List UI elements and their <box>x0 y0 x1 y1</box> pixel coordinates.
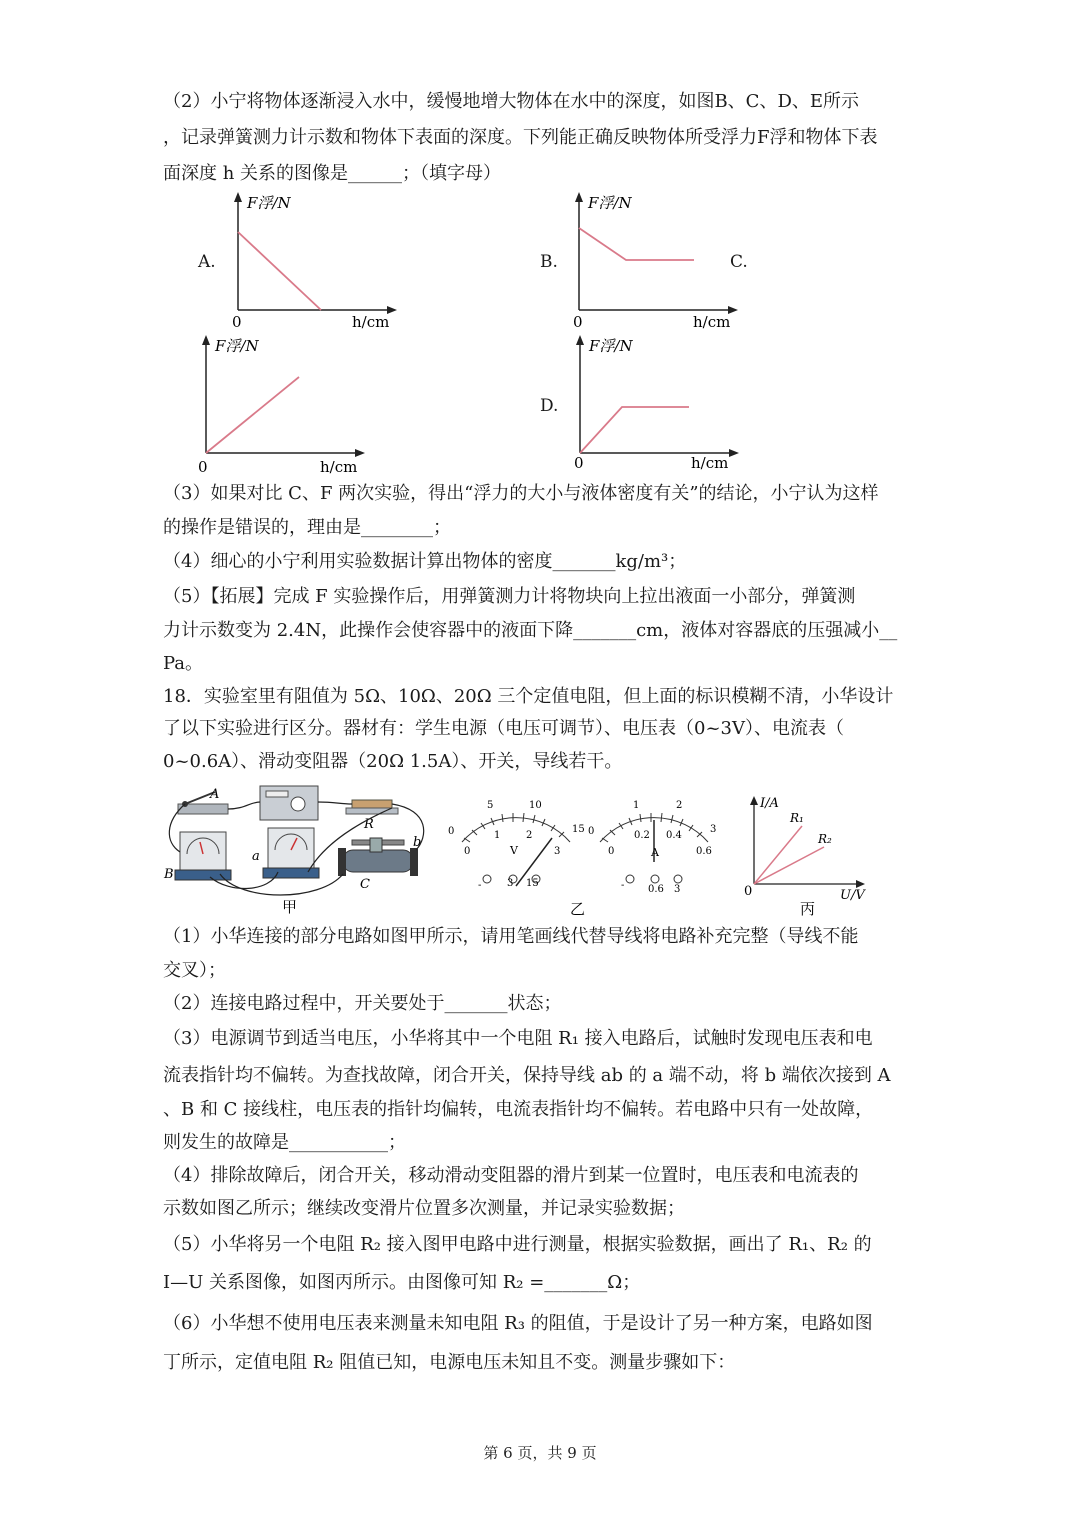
v-inner-0: 0 <box>464 846 471 857</box>
label-R: R <box>364 817 374 832</box>
v-inner-1: 1 <box>494 830 501 841</box>
v-term-3: 3 <box>507 878 514 889</box>
voltmeter-dial <box>448 800 585 891</box>
q17-p5-line2: 力计示数变为 2.4N，此操作会使容器中的液面下降_______cm，液体对容器底的压强减小__ <box>163 620 898 641</box>
graph-option-b <box>566 190 741 335</box>
figure-bing-iu-graph <box>740 792 870 920</box>
y-label: F浮/N <box>589 337 633 355</box>
ammeter-base <box>175 870 231 880</box>
label-r2: R₂ <box>818 832 832 846</box>
voltmeter-arc <box>462 818 570 842</box>
y-label: F浮/N <box>215 337 259 355</box>
origin-label: 0 <box>232 313 242 331</box>
q18-p3-line4: 则发生的故障是___________； <box>163 1132 406 1153</box>
ammeter-dial <box>588 800 716 895</box>
graph-line <box>238 232 321 310</box>
v-term-neg: - <box>478 880 482 891</box>
v-unit: V <box>510 844 518 857</box>
graph-option-d <box>567 333 742 478</box>
voltmeter-base <box>263 868 319 878</box>
a-term-3: 3 <box>674 884 681 895</box>
v-outer-0: 0 <box>448 826 455 837</box>
label-r1: R₁ <box>790 811 804 825</box>
rheostat-coil <box>343 850 413 872</box>
origin-label: 0 <box>573 313 583 331</box>
option-b-label: B. <box>540 252 558 272</box>
q18-p3-line3: 、B 和 C 接线柱，电压表的指针均偏转，电流表指针均不偏转。若电路中只有一处故障， <box>163 1099 874 1120</box>
a-terminal-06 <box>651 875 659 883</box>
figure-yi-meters <box>440 792 740 920</box>
origin-label: 0 <box>574 454 584 472</box>
y-label: F浮/N <box>588 194 632 212</box>
graph-line <box>580 407 689 453</box>
x-label: h/cm <box>693 313 731 331</box>
y-axis-arrow <box>234 192 242 202</box>
page-footer: 第 6 页，共 9 页 <box>483 1444 597 1462</box>
a-outer-3: 3 <box>710 824 717 835</box>
q18-p5-line2: I—U 关系图像，如图丙所示。由图像可知 R₂ =_______Ω； <box>163 1272 641 1293</box>
line-r1 <box>754 826 802 884</box>
a-inner-06: 0.6 <box>696 846 712 857</box>
v-outer-10: 10 <box>529 800 542 811</box>
graph-line <box>579 228 694 260</box>
q18-p4-line2: 示数如图乙所示；继续改变滑片位置多次测量，并记录实验数据； <box>163 1198 685 1219</box>
caption-jia: 甲 <box>282 898 298 916</box>
q17-p2-line3: 面深度 h 关系的图像是______；（填字母） <box>163 163 502 184</box>
y-label: F浮/N <box>247 194 291 212</box>
q18-p1-line2: 交叉）； <box>163 960 226 981</box>
caption-bing: 丙 <box>800 900 816 918</box>
x-label: h/cm <box>691 454 729 472</box>
option-d-label: D. <box>540 396 559 416</box>
a-terminal-3 <box>674 875 682 883</box>
q17-p3-line2: 的操作是错误的，理由是________； <box>163 517 451 538</box>
figure-jia-circuit <box>160 782 435 917</box>
q17-p5-line3: Pa。 <box>163 653 204 674</box>
power-knob <box>291 797 305 811</box>
y-axis-arrow <box>202 335 210 345</box>
a-term-06: 0.6 <box>648 884 664 895</box>
a-terminal-neg <box>626 875 634 883</box>
v-inner-3: 3 <box>554 846 561 857</box>
x-axis-arrow <box>729 449 739 457</box>
q17-p2-line1: （2）小宁将物体逐渐浸入水中，缓慢地增大物体在水中的深度，如图B、C、D、E所示 <box>163 91 860 112</box>
q18-p6-line2: 丁所示，定值电阻 R₂ 阻值已知，电源电压未知且不变。测量步骤如下： <box>163 1352 736 1373</box>
q18-p5-line1: （5）小华将另一个电阻 R₂ 接入图甲电路中进行测量，根据实验数据，画出了 R₁、R₂ 的 <box>163 1234 872 1255</box>
label-B: B <box>164 867 174 882</box>
a-inner-04: 0.4 <box>666 830 682 841</box>
a-inner-02: 0.2 <box>634 830 650 841</box>
y-axis-arrow <box>576 335 584 345</box>
a-outer-0: 0 <box>588 826 595 837</box>
v-terminal-neg <box>483 875 491 883</box>
power-display <box>266 791 288 797</box>
q18-intro-line3: 0~0.6A）、滑动变阻器（20Ω 1.5A）、开关，导线若干。 <box>163 751 623 772</box>
wire-2 <box>228 802 260 809</box>
v-outer-15: 15 <box>572 824 585 835</box>
graph-option-c <box>193 333 368 478</box>
q18-intro-line1: 18．实验室里有阻值为 5Ω、10Ω、20Ω 三个定值电阻，但上面的标识模糊不清，小华设计 <box>163 686 894 707</box>
a-inner-0: 0 <box>608 846 615 857</box>
q17-p3-line1: （3）如果对比 C、F 两次实验，得出“浮力的大小与液体密度有关”的结论，小宁认为这样 <box>163 483 879 504</box>
q18-intro-line2: 了以下实验进行区分。器材有：学生电源（电压可调节）、电压表（0~3V）、电流表（ <box>163 718 844 739</box>
label-A: A <box>210 787 220 802</box>
x-label: h/cm <box>320 458 358 476</box>
q18-p4-line1: （4）排除故障后，闭合开关，移动滑动变阻器的滑片到某一位置时，电压表和电流表的 <box>163 1165 859 1186</box>
x-label: h/cm <box>352 313 390 331</box>
origin-label: 0 <box>744 884 753 899</box>
rheostat-end-right <box>410 848 418 876</box>
q17-p2-line2: ，记录弹簧测力计示数和物体下表面的深度。下列能正确反映物体所受浮力F浮和物体下表 <box>163 127 878 148</box>
caption-yi: 乙 <box>570 900 586 918</box>
rheostat-slider <box>370 838 382 852</box>
q18-p6-line1: （6）小华想不使用电压表来测量未知电阻 R₃ 的阻值，于是设计了另一种方案，电路如图 <box>163 1313 873 1334</box>
q18-p3-line1: （3）电源调节到适当电压，小华将其中一个电阻 R₁ 接入电路后，试触时发现电压表和电 <box>163 1028 873 1049</box>
option-a-label: A. <box>198 252 216 272</box>
label-C: C <box>360 877 370 892</box>
origin-label: 0 <box>198 458 208 476</box>
wire-3 <box>318 802 352 804</box>
q18-p3-line2: 流表指针均不偏转。为查找故障，闭合开关，保持导线 ab 的 a 端不动，将 b 端依次接到 A <box>163 1065 891 1086</box>
a-term-neg: - <box>621 880 625 891</box>
graph-line <box>206 377 299 453</box>
q18-p2-line: （2）连接电路过程中，开关要处于_______状态； <box>163 993 562 1014</box>
v-term-15: 15 <box>526 878 539 889</box>
x-label: U/V <box>840 888 865 903</box>
a-outer-1: 1 <box>633 800 640 811</box>
rheostat-end-left <box>338 848 346 876</box>
y-axis-arrow <box>750 796 758 805</box>
x-axis-arrow <box>355 449 365 457</box>
a-outer-2: 2 <box>676 800 683 811</box>
label-b: b <box>413 835 422 850</box>
q17-p5-line1: （5）【拓展】完成 F 实验操作后，用弹簧测力计将物块向上拉出液面一小部分，弹簧测 <box>163 586 856 607</box>
y-axis-arrow <box>575 192 583 202</box>
v-outer-5: 5 <box>487 800 494 811</box>
v-inner-2: 2 <box>526 830 533 841</box>
label-a: a <box>252 849 260 864</box>
graph-option-a <box>225 190 400 335</box>
q17-p4-line: （4）细心的小宁利用实验数据计算出物体的密度_______kg/m³； <box>163 551 687 572</box>
x-axis-arrow <box>856 880 865 888</box>
y-label: I/A <box>760 796 779 811</box>
option-c-label: C. <box>730 252 748 272</box>
q18-p1-line1: （1）小华连接的部分电路如图甲所示，请用笔画线代替导线将电路补充完整（导线不能 <box>163 926 859 947</box>
line-r2 <box>754 847 824 884</box>
a-unit: A <box>651 846 659 859</box>
